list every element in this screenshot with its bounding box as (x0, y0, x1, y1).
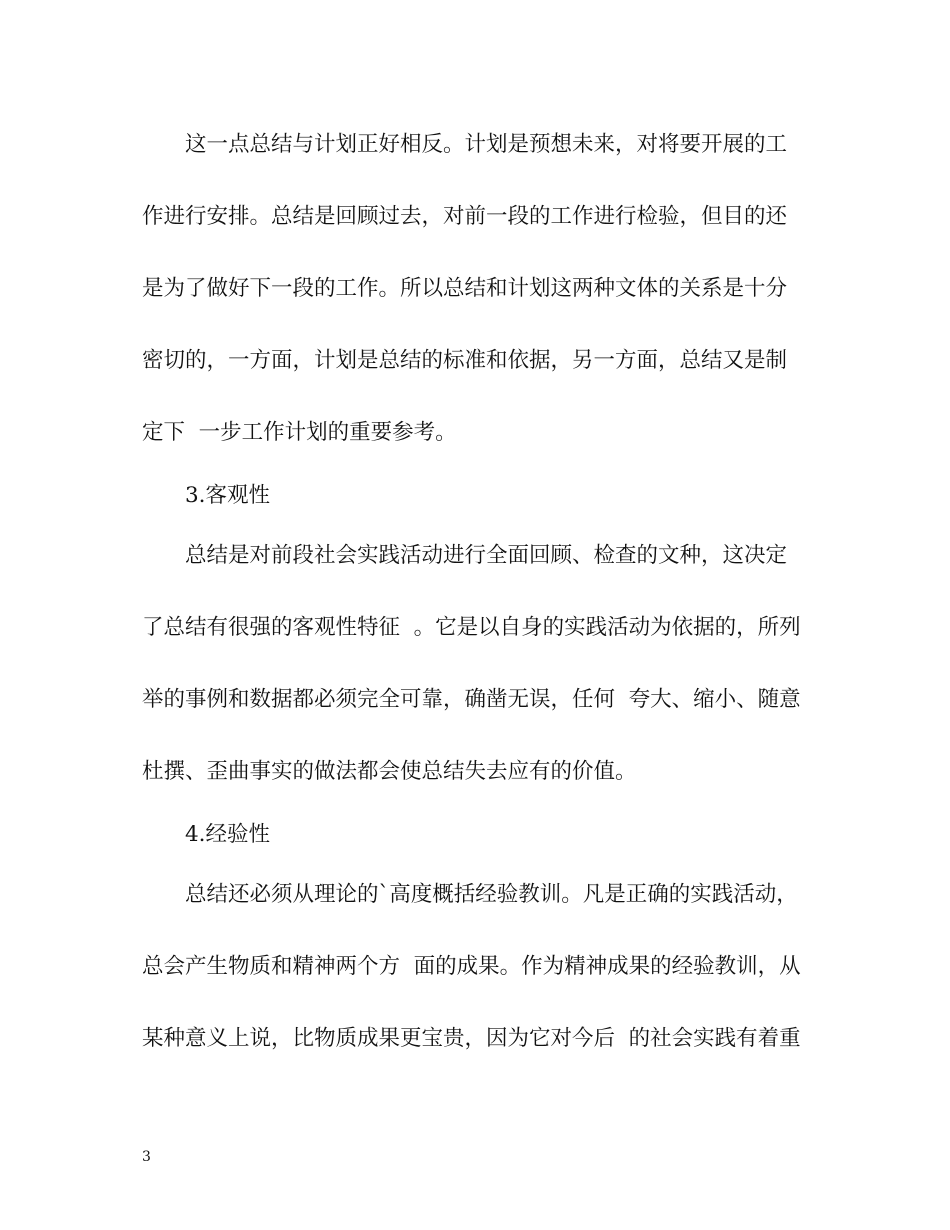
paragraph-line: 总会产生物质和精神两个方 面的成果。作为精神成果的经验教训，从 (142, 954, 801, 979)
paragraph-line: 总结还必须从理论的`高度概括经验教训。凡是正确的实践活动， (185, 882, 798, 907)
paragraph-line: 杜撰、歪曲事实的做法都会使总结失去应有的价值。 (142, 759, 637, 784)
section-heading-experience: 4.经验性 (185, 822, 271, 847)
paragraph-line: 作进行安排。总结是回顾过去，对前一段的工作进行检验，但目的还 (142, 204, 788, 229)
paragraph-line: 是为了做好下一段的工作。所以总结和计划这两种文体的关系是十分 (142, 276, 788, 301)
paragraph-line: 密切的，一方面，计划是总结的标准和依据，另一方面，总结又是制 (142, 348, 788, 373)
paragraph-line: 某种意义上说，比物质成果更宝贵，因为它对今后 的社会实践有着重 (142, 1026, 801, 1051)
section-heading-objectivity: 3.客观性 (185, 483, 271, 508)
paragraph-line: 这一点总结与计划正好相反。计划是预想未来，对将要开展的工 (185, 132, 788, 157)
paragraph-line: 了总结有很强的客观性特征 。它是以自身的实践活动为依据的，所列 (142, 615, 801, 640)
page-number: 3 (142, 1149, 151, 1165)
paragraph-line: 定下 一步工作计划的重要参考。 (142, 420, 457, 445)
paragraph-line: 举的事例和数据都必须完全可靠，确凿无误，任何 夸大、缩小、随意 (142, 687, 801, 712)
paragraph-line: 总结是对前段社会实践活动进行全面回顾、检查的文种，这决定 (185, 543, 788, 568)
